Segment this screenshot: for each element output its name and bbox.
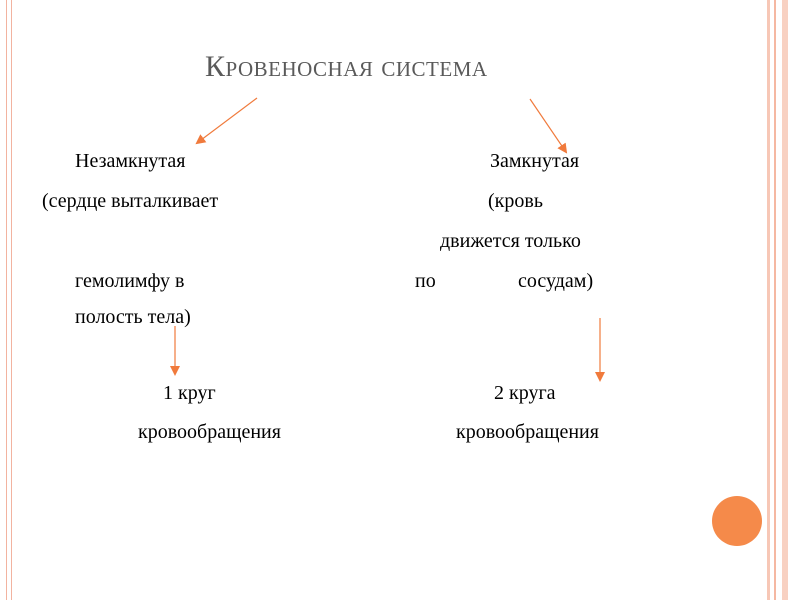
right-circulation-count: 2 круга bbox=[494, 382, 556, 404]
right-heading: Замкнутая bbox=[490, 150, 580, 172]
left-heading: Незамкнутая bbox=[75, 150, 186, 172]
right-circulation-label: кровообращения bbox=[456, 421, 599, 443]
right-text-line: (кровь bbox=[488, 190, 543, 212]
left-circulation-label: кровообращения bbox=[138, 421, 281, 443]
left-text-line: (сердце выталкивает bbox=[42, 190, 219, 212]
left-text-line: полость тела) bbox=[75, 306, 191, 328]
arrow-to-left bbox=[197, 98, 257, 143]
decorative-circle bbox=[712, 496, 762, 546]
right-text-line: движется только bbox=[440, 230, 581, 252]
arrow-to-right bbox=[530, 99, 566, 152]
left-text-line: гемолимфу в bbox=[75, 270, 185, 292]
right-text-line: сосудам) bbox=[518, 270, 594, 292]
slide-title: Кровеносная система bbox=[205, 50, 488, 83]
left-circulation-count: 1 круг bbox=[163, 382, 216, 404]
right-text-line: по bbox=[415, 270, 436, 292]
